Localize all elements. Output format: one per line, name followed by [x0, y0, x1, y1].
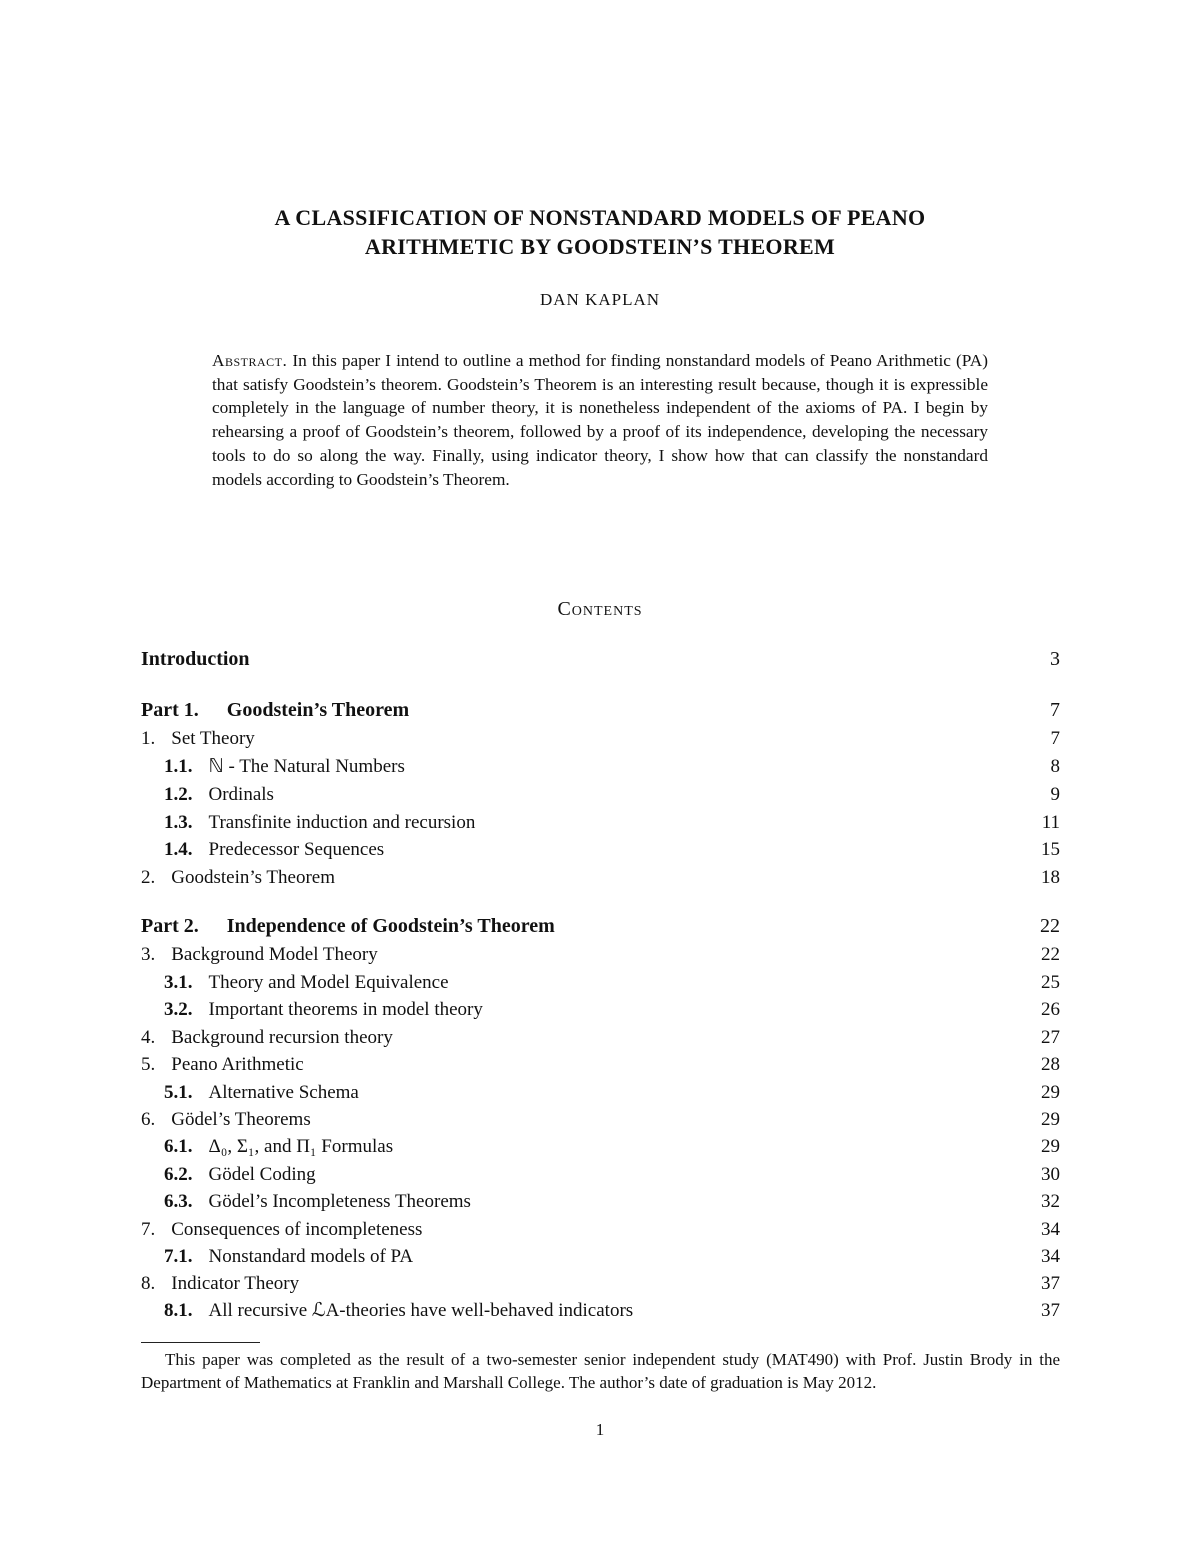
toc-entry-number: 1.2.: [164, 784, 193, 805]
toc-entry-number: 6.: [141, 1109, 156, 1130]
toc-entry-text: Set Theory: [171, 728, 255, 749]
toc-entry-page: 34: [1041, 1246, 1060, 1267]
toc-entry: [141, 754, 1060, 780]
toc-entry: [141, 1298, 1060, 1324]
toc-entry: [141, 1162, 1060, 1188]
toc-entry-page: 9: [1050, 784, 1060, 805]
toc-entry: [141, 1217, 1060, 1243]
toc-entry-number: 3.1.: [164, 972, 193, 993]
toc-entry-title: [141, 1080, 359, 1106]
toc-entry-page: 37: [1041, 1300, 1060, 1321]
toc-entry-page: 37: [1041, 1273, 1060, 1294]
page-number: 1: [595, 1420, 605, 1439]
paper-title: [100, 203, 1100, 261]
toc-entry-text: Ordinals: [208, 784, 274, 805]
toc-entry-text: Introduction: [141, 648, 250, 670]
toc-entry: [141, 726, 1060, 752]
abstract: [212, 349, 988, 491]
toc-entry-title: [141, 1134, 393, 1160]
toc-entry-text: Transfinite induction and recursion: [208, 812, 476, 833]
toc-entry: [141, 1244, 1060, 1270]
toc-entry-page: 8: [1050, 756, 1060, 777]
toc-entry-number: 5.: [141, 1054, 156, 1075]
toc-entry-text: Δ₀, Σ₁, and Π₁ Formulas: [208, 1136, 394, 1157]
toc-entry-text: Gödel’s Theorems: [171, 1109, 311, 1130]
toc-entry-text: Goodstein’s Theorem: [171, 867, 336, 888]
toc-entry-page: 34: [1041, 1219, 1060, 1240]
toc-entry: [141, 913, 1060, 939]
toc-entry-number: 1.: [141, 728, 156, 749]
toc-entry: [141, 1080, 1060, 1106]
toc-entry: [141, 865, 1060, 891]
toc-entry-page: 29: [1041, 1136, 1060, 1157]
toc-entry-number: 1.3.: [164, 812, 193, 833]
toc-entry-title: [141, 837, 384, 863]
footnote: This paper was completed as the result of a two-semester senior independent study (MAT490) with Prof. Justin Brody in the Department of Mathematics at Franklin and Marshall College. The author’s date of graduation is May 2012.: [141, 1350, 1060, 1392]
toc-entry-page: 15: [1041, 839, 1060, 860]
toc-entry: [141, 1271, 1060, 1297]
toc-entry-title: [141, 646, 250, 672]
toc-entry-text: Consequences of incompleteness: [171, 1219, 423, 1240]
toc-entry-text: Independence of Goodstein’s Theorem: [226, 915, 555, 937]
toc-entry-number: 7.1.: [164, 1246, 193, 1267]
toc-entry-number: 7.: [141, 1219, 156, 1240]
toc-entry-number: Part 1.: [141, 699, 199, 721]
toc-entry: [141, 1107, 1060, 1133]
toc-entry-number: 8.1.: [164, 1300, 193, 1321]
toc-entry: [141, 782, 1060, 808]
toc-entry-page: 3: [1050, 648, 1060, 670]
toc-entry-page: 26: [1041, 999, 1060, 1020]
toc-entry-title: [141, 782, 274, 808]
toc-entry-text: ℕ - The Natural Numbers: [208, 756, 405, 777]
toc-entry-number: 1.1.: [164, 756, 193, 777]
toc-entry-page: 29: [1041, 1082, 1060, 1103]
toc-entry-number: 8.: [141, 1273, 156, 1294]
toc-entry-title: [141, 1162, 316, 1188]
toc-entry-text: Predecessor Sequences: [208, 839, 385, 860]
toc-entry-text: Gödel Coding: [208, 1164, 316, 1185]
toc-entry-title: [141, 1052, 304, 1078]
toc-entry-page: 32: [1041, 1191, 1060, 1212]
toc-entry-page: 7: [1050, 699, 1060, 721]
toc-entry: [141, 942, 1060, 968]
toc-entry-page: 18: [1041, 867, 1060, 888]
toc-entry-page: 22: [1041, 944, 1060, 965]
toc-entry: [141, 970, 1060, 996]
toc-entry-title: [141, 1025, 393, 1051]
toc-entry-text: Nonstandard models of PA: [208, 1246, 414, 1267]
toc-entry: [141, 1189, 1060, 1215]
title-line-1: A CLASSIFICATION OF NONSTANDARD MODELS OF PEANO: [274, 205, 926, 230]
toc-entry-text: Indicator Theory: [171, 1273, 300, 1294]
toc-entry-page: 28: [1041, 1054, 1060, 1075]
toc-entry-page: 22: [1040, 915, 1060, 937]
toc-entry-page: 7: [1050, 728, 1060, 749]
footnote-rule: [141, 1342, 260, 1343]
toc-entry-number: 6.3.: [164, 1191, 193, 1212]
toc-entry-title: [141, 970, 449, 996]
toc-entry-text: Background recursion theory: [171, 1027, 393, 1048]
toc-entry-title: [141, 1298, 633, 1324]
abstract-label: Abstract.: [212, 351, 288, 370]
toc-entry-text: Goodstein’s Theorem: [226, 699, 410, 721]
toc-entry-title: [141, 1217, 422, 1243]
toc-entry: [141, 997, 1060, 1023]
toc-entry-text: Alternative Schema: [208, 1082, 359, 1103]
toc-entry-page: 27: [1041, 1027, 1060, 1048]
toc-entry-number: 2.: [141, 867, 156, 888]
abstract-text: In this paper I intend to outline a method for finding nonstandard models of Peano Arithmetic (PA) that satisfy Goodstein’s theorem. Goodstein’s Theorem is an interesting result because, though it is expressible completely in the language of number theory, it is nonetheless independent of the axioms of PA. I begin by rehearsing a proof of Goodstein’s theorem, followed by a proof of its independence, developing the necessary tools to do so along the way. Finally, using indicator theory, I show how that can classify the nonstandard models according to Goodstein’s Theorem.: [212, 351, 988, 489]
toc-entry-title: [141, 997, 483, 1023]
toc-entry: [141, 1025, 1060, 1051]
toc-entry-page: 29: [1041, 1109, 1060, 1130]
toc-entry-title: [141, 697, 409, 723]
toc-entry: [141, 837, 1060, 863]
toc-entry-text: Theory and Model Equivalence: [208, 972, 449, 993]
toc-entry-number: 4.: [141, 1027, 156, 1048]
toc-entry-number: 6.1.: [164, 1136, 193, 1157]
toc-entry-page: 30: [1041, 1164, 1060, 1185]
toc-entry-page: 11: [1041, 812, 1060, 833]
toc-entry: [141, 1052, 1060, 1078]
toc-entry-text: Gödel’s Incompleteness Theorems: [208, 1191, 471, 1212]
toc-entry-page: 25: [1041, 972, 1060, 993]
author-name: DAN KAPLAN: [539, 290, 661, 309]
toc-entry-number: 5.1.: [164, 1082, 193, 1103]
toc-entry-text: Important theorems in model theory: [208, 999, 483, 1020]
toc-entry-title: [141, 810, 475, 836]
toc-entry-title: [141, 754, 405, 780]
toc-entry-title: [141, 1271, 299, 1297]
toc-entry-number: 1.4.: [164, 839, 193, 860]
title-line-2: ARITHMETIC BY GOODSTEIN’S THEOREM: [364, 234, 836, 259]
toc-entry-number: 3.: [141, 944, 156, 965]
toc-entry: [141, 1134, 1060, 1160]
toc-entry: [141, 697, 1060, 723]
toc-entry-number: 6.2.: [164, 1164, 193, 1185]
toc-entry-text: Peano Arithmetic: [171, 1054, 304, 1075]
toc-entry-number: Part 2.: [141, 915, 199, 937]
toc-entry-text: All recursive ℒA-theories have well-behaved indicators: [208, 1300, 634, 1321]
toc-entry-title: [141, 865, 335, 891]
toc-entry-title: [141, 1107, 311, 1133]
toc-entry: [141, 810, 1060, 836]
toc-entry-text: Background Model Theory: [171, 944, 378, 965]
toc-entry: [141, 646, 1060, 672]
toc-entry-title: [141, 913, 555, 939]
toc-entry-number: 3.2.: [164, 999, 193, 1020]
toc-entry-title: [141, 942, 378, 968]
toc-entry-title: [141, 726, 255, 752]
contents-heading: Contents: [557, 598, 643, 620]
toc-entry-title: [141, 1189, 471, 1215]
toc-entry-title: [141, 1244, 413, 1270]
